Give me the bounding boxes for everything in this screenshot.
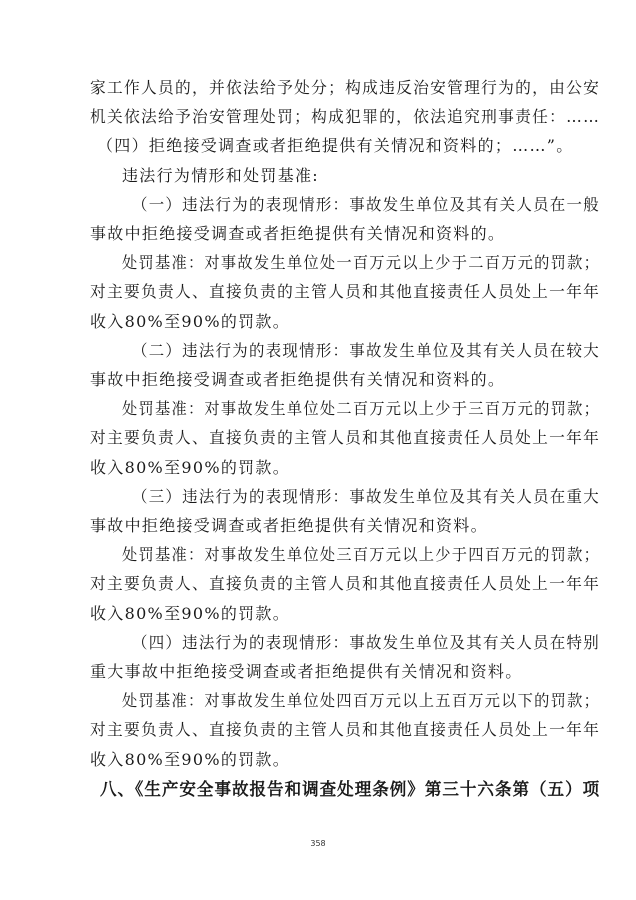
paragraph-line: （一）违法行为的表现情形：事故发生单位及其有关人员在一般 [132, 194, 600, 214]
paragraph-line: （四）拒绝接受调查或者拒绝提供有关情况和资料的；……”。 [97, 136, 574, 156]
paragraph-line: 收入80%至90%的罚款。 [90, 457, 291, 477]
paragraph-line: 对主要负责人、直接负责的主管人员和其他直接责任人员处上一年年 [90, 574, 601, 594]
paragraph-line: 处罚基准：对事故发生单位处三百万元以上少于四百万元的罚款； [122, 545, 601, 565]
paragraph-line: 对主要负责人、直接负责的主管人员和其他直接责任人员处上一年年 [90, 720, 601, 740]
paragraph-line: 收入80%至90%的罚款。 [90, 603, 291, 623]
paragraph-line: 收入80%至90%的罚款。 [90, 311, 291, 331]
paragraph-line: 事故中拒绝接受调查或者拒绝提供有关情况和资料的。 [90, 370, 506, 389]
paragraph-line: 重大事故中拒绝接受调查或者拒绝提供有关情况和资料。 [90, 662, 523, 681]
section-label: 违法行为情形和处罚基准: [122, 165, 319, 185]
paragraph-line: 收入80%至90%的罚款。 [90, 749, 291, 769]
paragraph-line: （三）违法行为的表现情形：事故发生单位及其有关人员在重大 [132, 486, 600, 506]
paragraph-line: 对主要负责人、直接负责的主管人员和其他直接责任人员处上一年年 [90, 428, 601, 448]
paragraph-line: 事故中拒绝接受调查或者拒绝提供有关情况和资料。 [90, 516, 488, 535]
paragraph-line: （二）违法行为的表现情形：事故发生单位及其有关人员在较大 [132, 340, 600, 360]
paragraph-line: 处罚基准：对事故发生单位处四百万元以上五百万元以下的罚款； [122, 691, 601, 711]
paragraph-line: 对主要负责人、直接负责的主管人员和其他直接责任人员处上一年年 [90, 282, 601, 302]
paragraph-line: 家工作人员的，并依法给予处分；构成违反治安管理行为的，由公安 [90, 78, 601, 97]
paragraph-line: 事故中拒绝接受调查或者拒绝提供有关情况和资料的。 [90, 224, 506, 243]
paragraph-line: （四）违法行为的表现情形：事故发生单位及其有关人员在特别 [132, 632, 600, 652]
paragraph-line: 机关依法给予治安管理处罚；构成犯罪的，依法追究刑事责任：…… [90, 107, 601, 127]
section-heading: 八、《生产安全事故报告和调查处理条例》第三十六条第（五）项 [100, 779, 601, 800]
page-number: 358 [310, 839, 326, 848]
paragraph-line: 处罚基准：对事故发生单位处二百万元以上少于三百万元的罚款； [122, 399, 601, 419]
paragraph-line: 处罚基准：对事故发生单位处一百万元以上少于二百万元的罚款； [122, 253, 601, 273]
